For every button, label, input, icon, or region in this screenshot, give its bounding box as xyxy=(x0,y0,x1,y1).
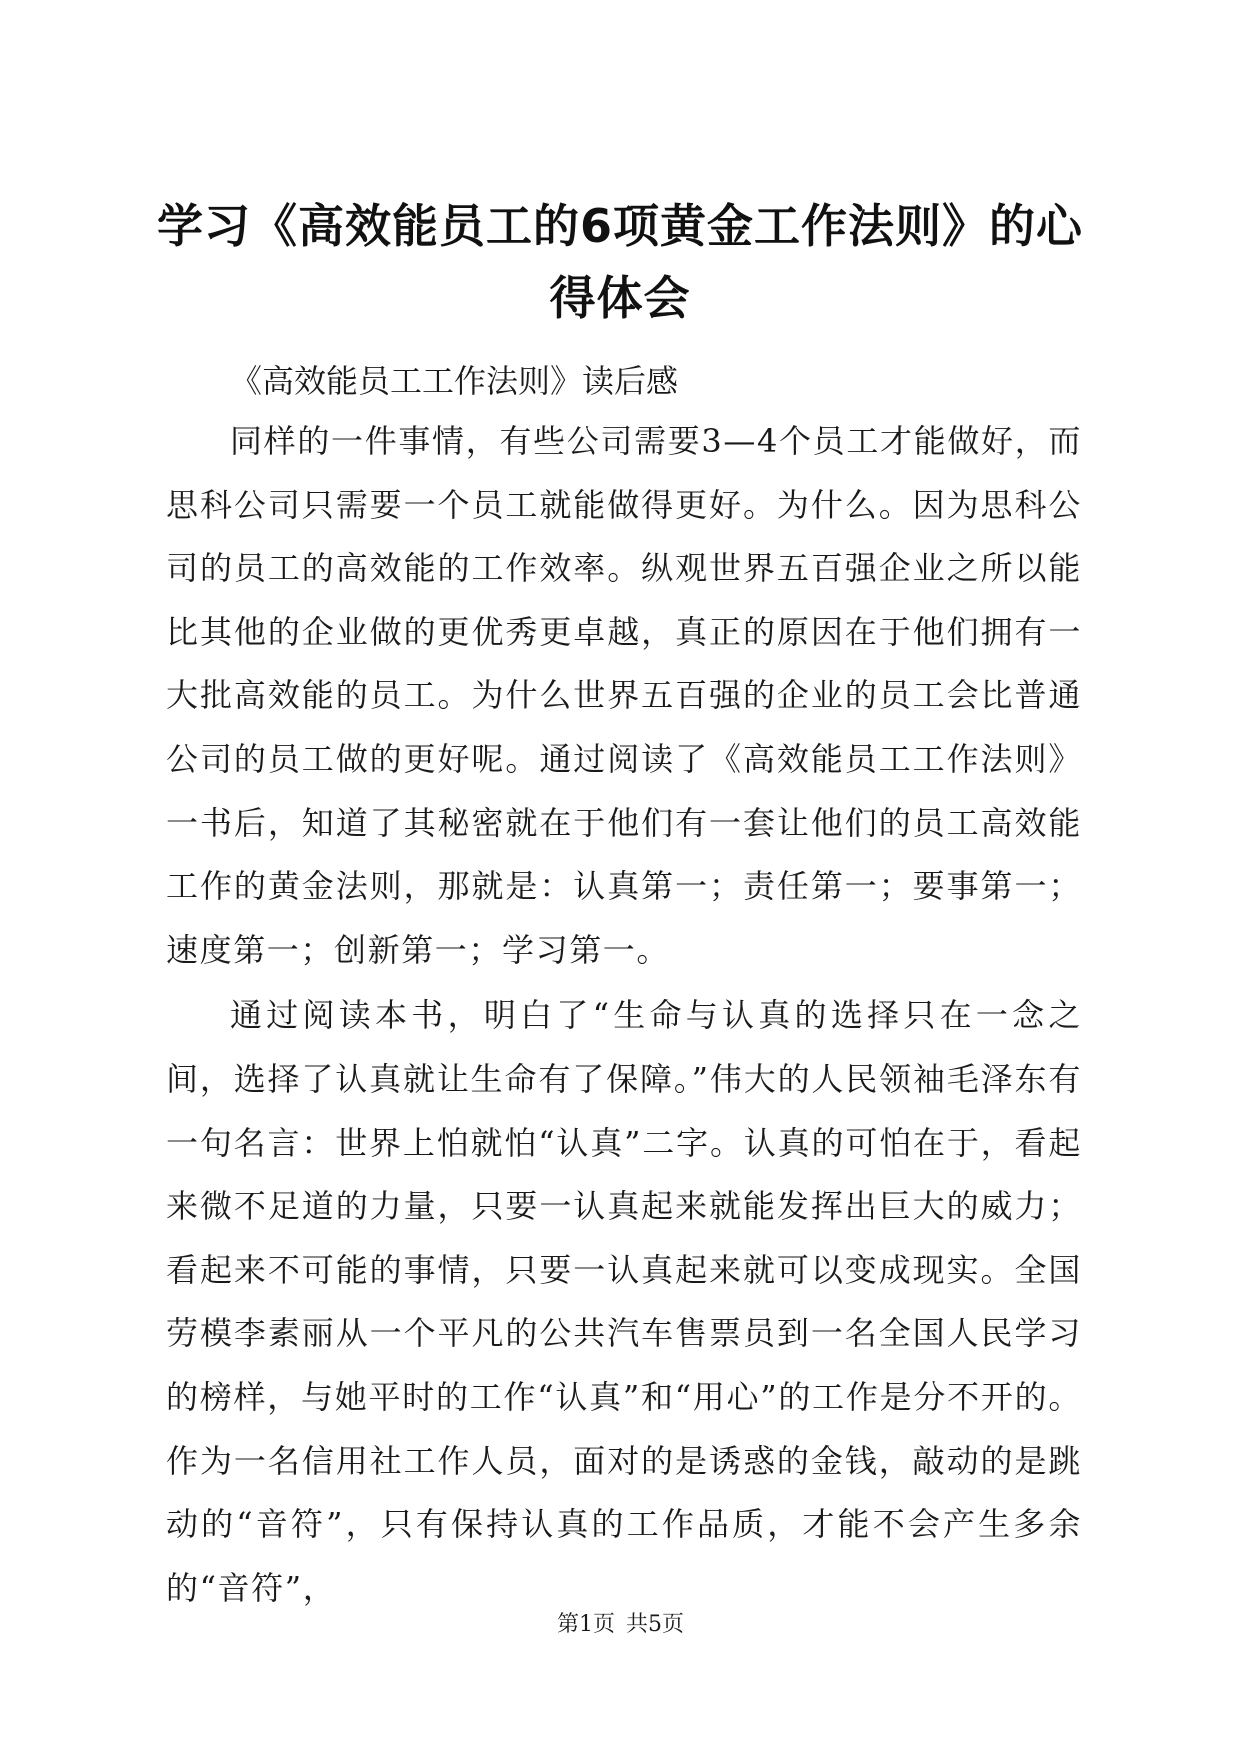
document-subtitle: 《高效能员工工作法则》读后感 xyxy=(230,362,679,400)
page-footer xyxy=(0,1610,1241,1640)
document-body xyxy=(166,410,1082,1622)
page-number-current: 第1页 xyxy=(557,1612,615,1637)
document-title: 学习《高效能员工的6项黄金工作法则》的心得体会 xyxy=(156,199,1083,325)
page-number-total: 共5页 xyxy=(626,1612,684,1637)
body-paragraph-1: 同样的一件事情，有些公司需要3—4个员工才能做好，而思科公司只需要一个员工就能做得更好。为什么。因为思科公司的员工的高效能的工作效率。纵观世界五百强企业之所以能比其他的企业做的更优秀更卓越，真正的原因在于他们拥有一大批高效能的员工。为什么世界五百强的企业的员工会比普通公司的员工做的更好呢。通过阅读了《高效能员工工作法则》一书后，知道了其秘密就在于他们有一套让他们的员工高效能工作的黄金法则，那就是：认真第一；责任第一；要事第一；速度第一；创新第一；学习第一。 xyxy=(166,422,1082,969)
body-paragraph-2: 通过阅读本书，明白了“生命与认真的选择只在一念之间，选择了认真就让生命有了保障。”伟大的人民领袖毛泽东有一句名言：世界上怕就怕“认真”二字。认真的可怕在于，看起来微不足道的力量，只要一认真起来就能发挥出巨大的威力；看起来不可能的事情，只要一认真起来就可以变成现实。全国劳模李素丽从一个平凡的公共汽车售票员到一名全国人民学习的榜样，与她平时的工作“认真”和“用心”的工作是分不开的。作为一名信用社工作人员，面对的是诱惑的金钱，敲动的是跳动的“音符”，只有保持认真的工作品质，才能不会产生多余的“音符”， xyxy=(166,996,1082,1607)
